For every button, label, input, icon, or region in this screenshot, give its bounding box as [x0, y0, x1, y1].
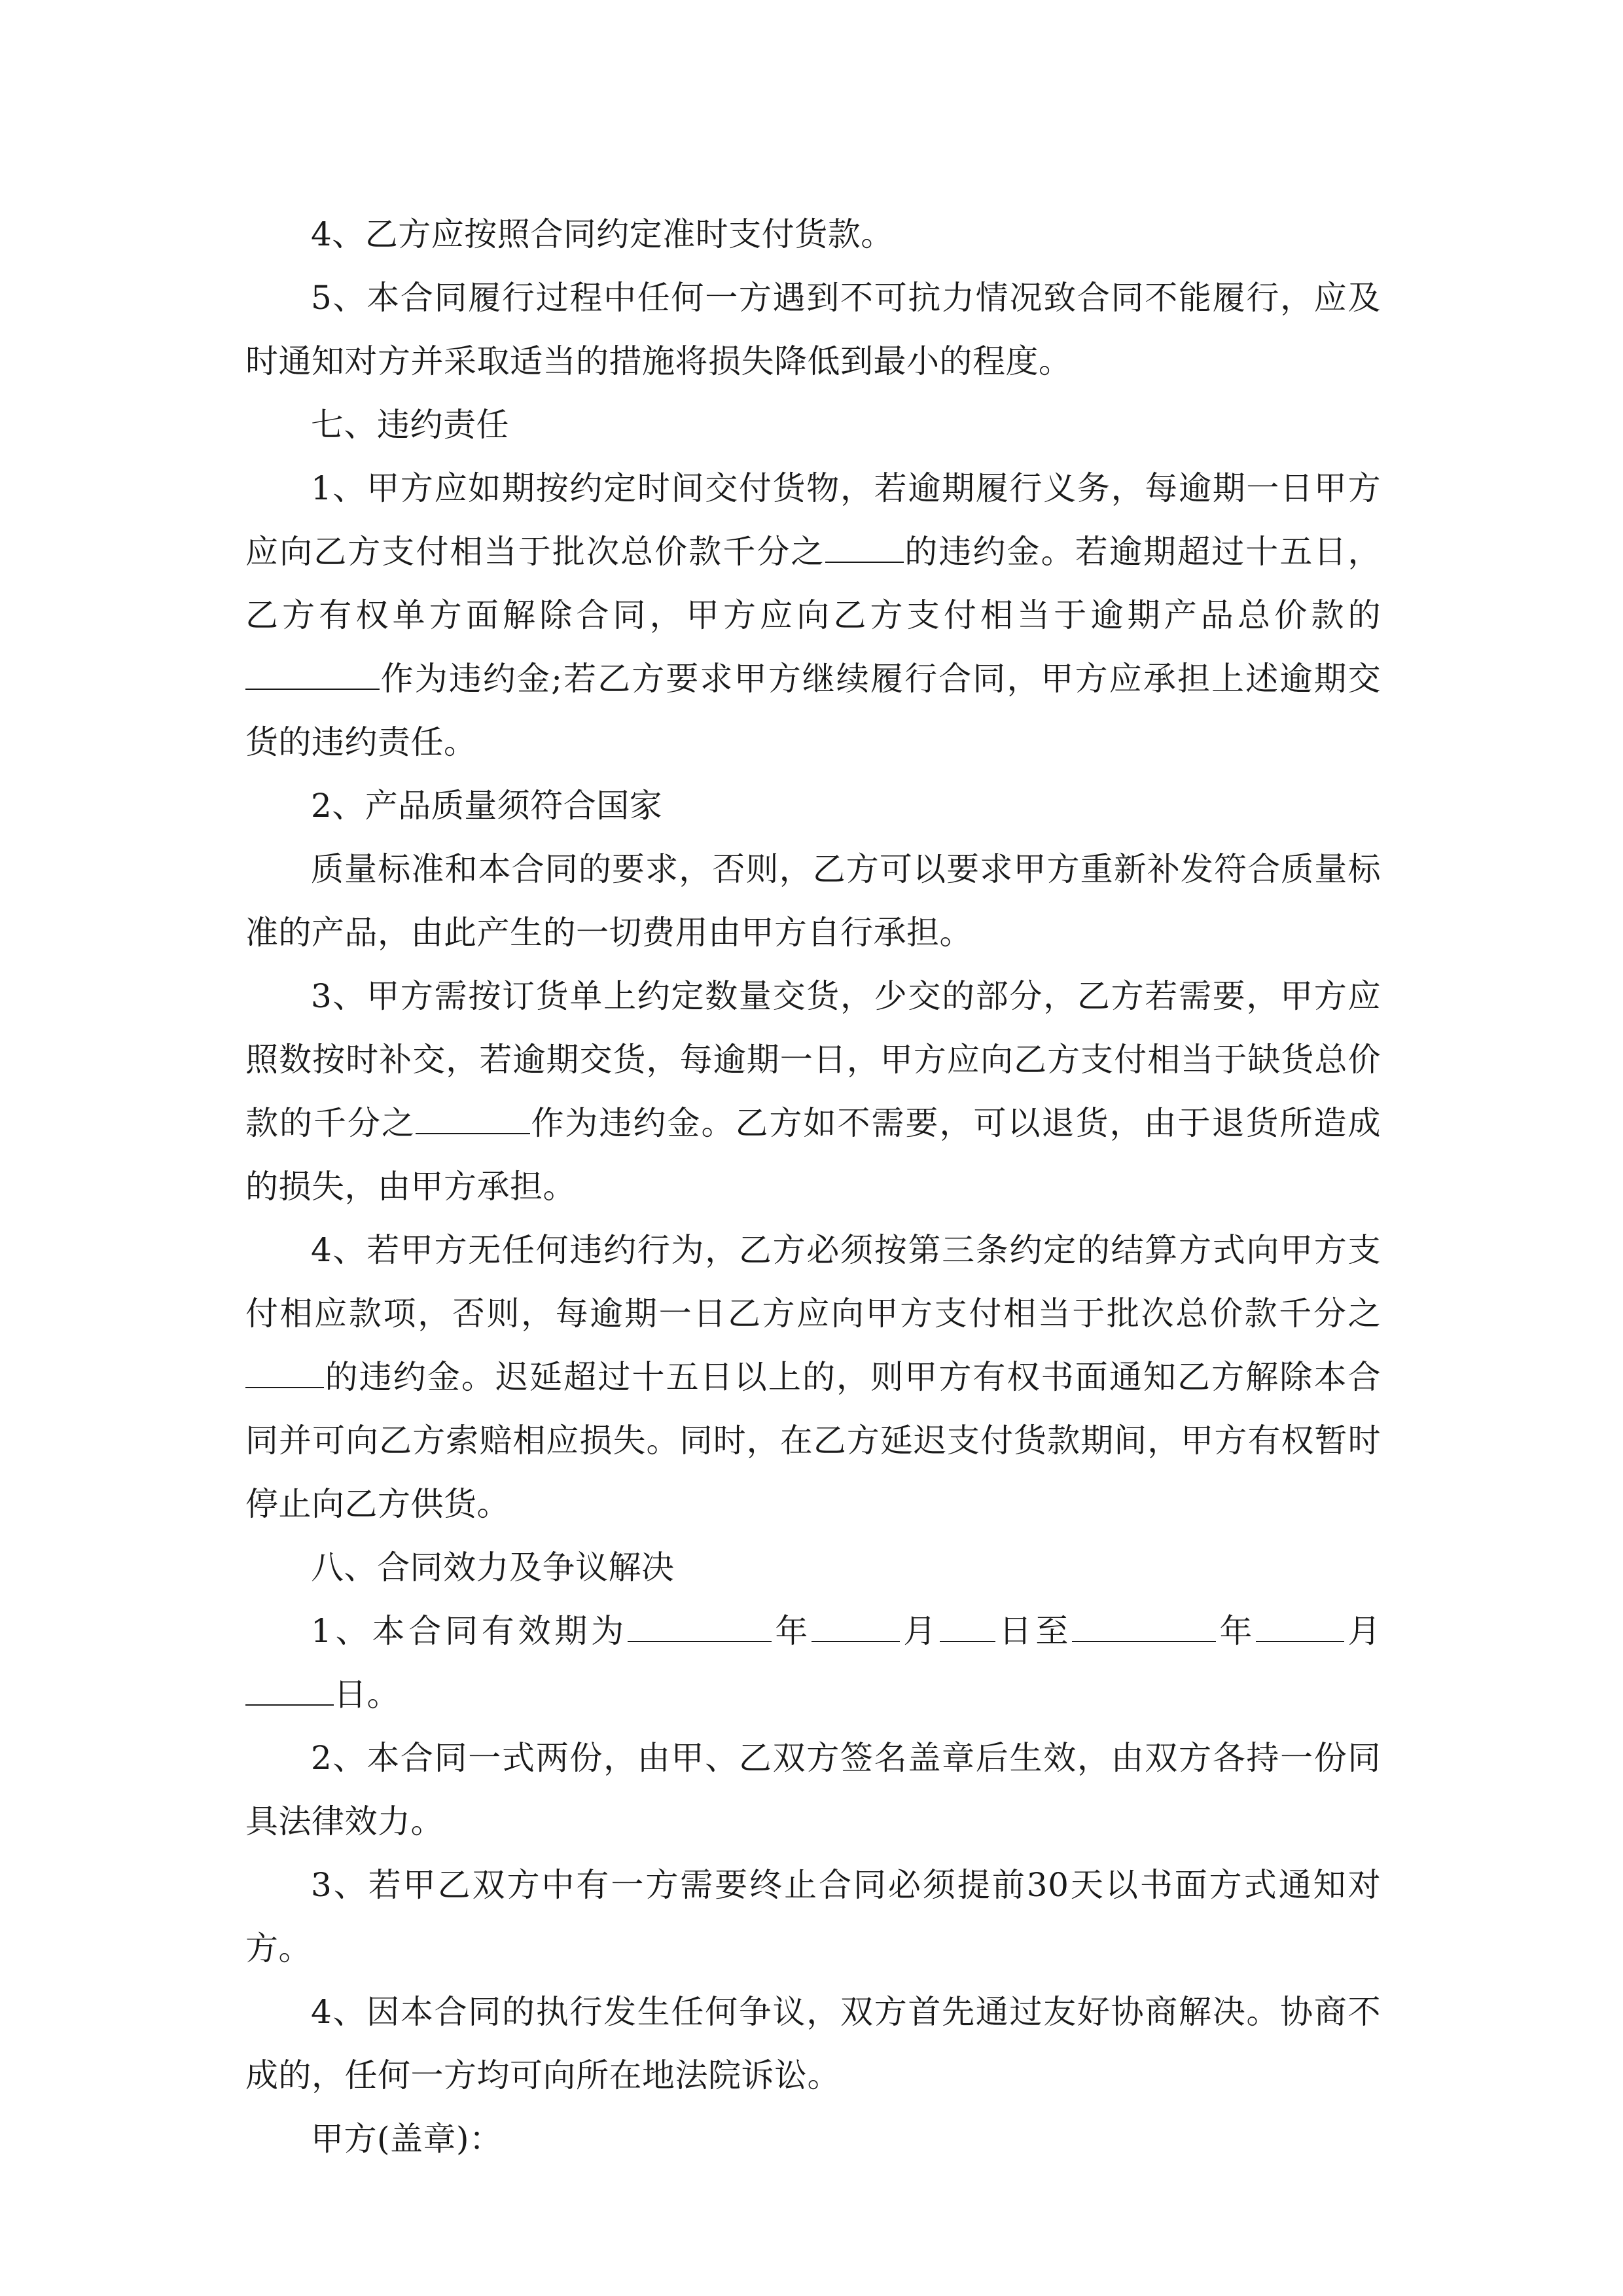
clause-text: 年: [1216, 1612, 1257, 1650]
section-heading-effect-and-disputes: 八、合同效力及争议解决: [311, 1549, 675, 1587]
clause-8-2: 2、本合同一式两份，由甲、乙双方签名盖章后生效，由双方各持一份同具法律效力。: [245, 1739, 1381, 1840]
clause-text: 1、甲方应如期按约定时间交付货物，若逾期履行义务，每逾期一日甲方应向乙方支付相当于批次总价款千分之: [245, 469, 1381, 571]
party-a-signature-label: 甲方(盖章)：: [311, 2120, 503, 2158]
clause-6-4: 4、乙方应按照合同约定准时支付货款。: [311, 215, 894, 253]
clause-text: 日至: [995, 1612, 1073, 1650]
clause-7-2-heading: 2、产品质量须符合国家: [311, 787, 663, 825]
fill-blank: [245, 1357, 324, 1388]
fill-blank: [245, 658, 380, 690]
clause-text: 日。: [334, 1676, 400, 1713]
clause-text: 的违约金。迟延超过十五日以上的，则甲方有权书面通知乙方解除本合同并可向乙方索赔相应损失。同时，在乙方延迟支付货款期间，甲方有权暂时停止向乙方供货。: [245, 1358, 1381, 1523]
fill-blank-start-month: [812, 1611, 900, 1642]
fill-blank-end-day: [245, 1674, 334, 1706]
clause-text: 4、若甲方无任何违约行为，乙方必须按第三条约定的结算方式向甲方支付相应款项，否则，每逾期一日乙方应向甲方支付相当于批次总价款千分之: [245, 1231, 1381, 1333]
clause-text: 年: [772, 1612, 812, 1650]
clause-text: 1、本合同有效期为: [311, 1612, 628, 1650]
clause-text: 月: [1344, 1612, 1382, 1650]
clause-6-5: 5、本合同履行过程中任何一方遇到不可抗力情况致合同不能履行，应及时通知对方并采取适当的措施将损失降低到最小的程度。: [245, 279, 1381, 380]
clause-7-2-body: 质量标准和本合同的要求，否则，乙方可以要求甲方重新补发符合质量标准的产品，由此产生的一切费用由甲方自行承担。: [245, 850, 1381, 952]
fill-blank: [416, 1103, 530, 1134]
clause-7-4: [245, 1219, 1381, 1536]
clause-8-1: [245, 1600, 1381, 1727]
fill-blank: [825, 531, 904, 563]
clause-8-3: 3、若甲乙双方中有一方需要终止合同必须提前30天以书面方式通知对方。: [245, 1866, 1381, 1967]
section-heading-breach-liability: 七、违约责任: [311, 406, 509, 444]
clause-text: 月: [900, 1612, 940, 1650]
clause-text: 3、甲方需按订货单上约定数量交货，少交的部分，乙方若需要，甲方应照数按时补交，若逾期交货，每逾期一日，甲方应向乙方支付相当于缺货总价款的千分之: [245, 977, 1381, 1142]
document-body: [245, 203, 1381, 2171]
clause-7-3: [245, 965, 1381, 1219]
fill-blank-end-year: [1072, 1611, 1216, 1642]
clause-7-1: [245, 457, 1381, 774]
clause-text: 作为违约金。乙方如不需要，可以退货，由于退货所造成的损失，由甲方承担。: [245, 1104, 1381, 1206]
fill-blank-end-month: [1256, 1611, 1344, 1642]
clause-text: 的违约金。若逾期超过十五日，乙方有权单方面解除合同，甲方应向乙方支付相当于逾期产品总价款的: [245, 533, 1382, 634]
clause-8-4: 4、因本合同的执行发生任何争议，双方首先通过友好协商解决。协商不成的，任何一方均可向所在地法院诉讼。: [245, 1993, 1381, 2094]
fill-blank-start-year: [628, 1611, 772, 1642]
clause-text: 作为违约金;若乙方要求甲方继续履行合同，甲方应承担上述逾期交货的违约责任。: [245, 660, 1381, 761]
fill-blank-start-day: [940, 1611, 995, 1642]
